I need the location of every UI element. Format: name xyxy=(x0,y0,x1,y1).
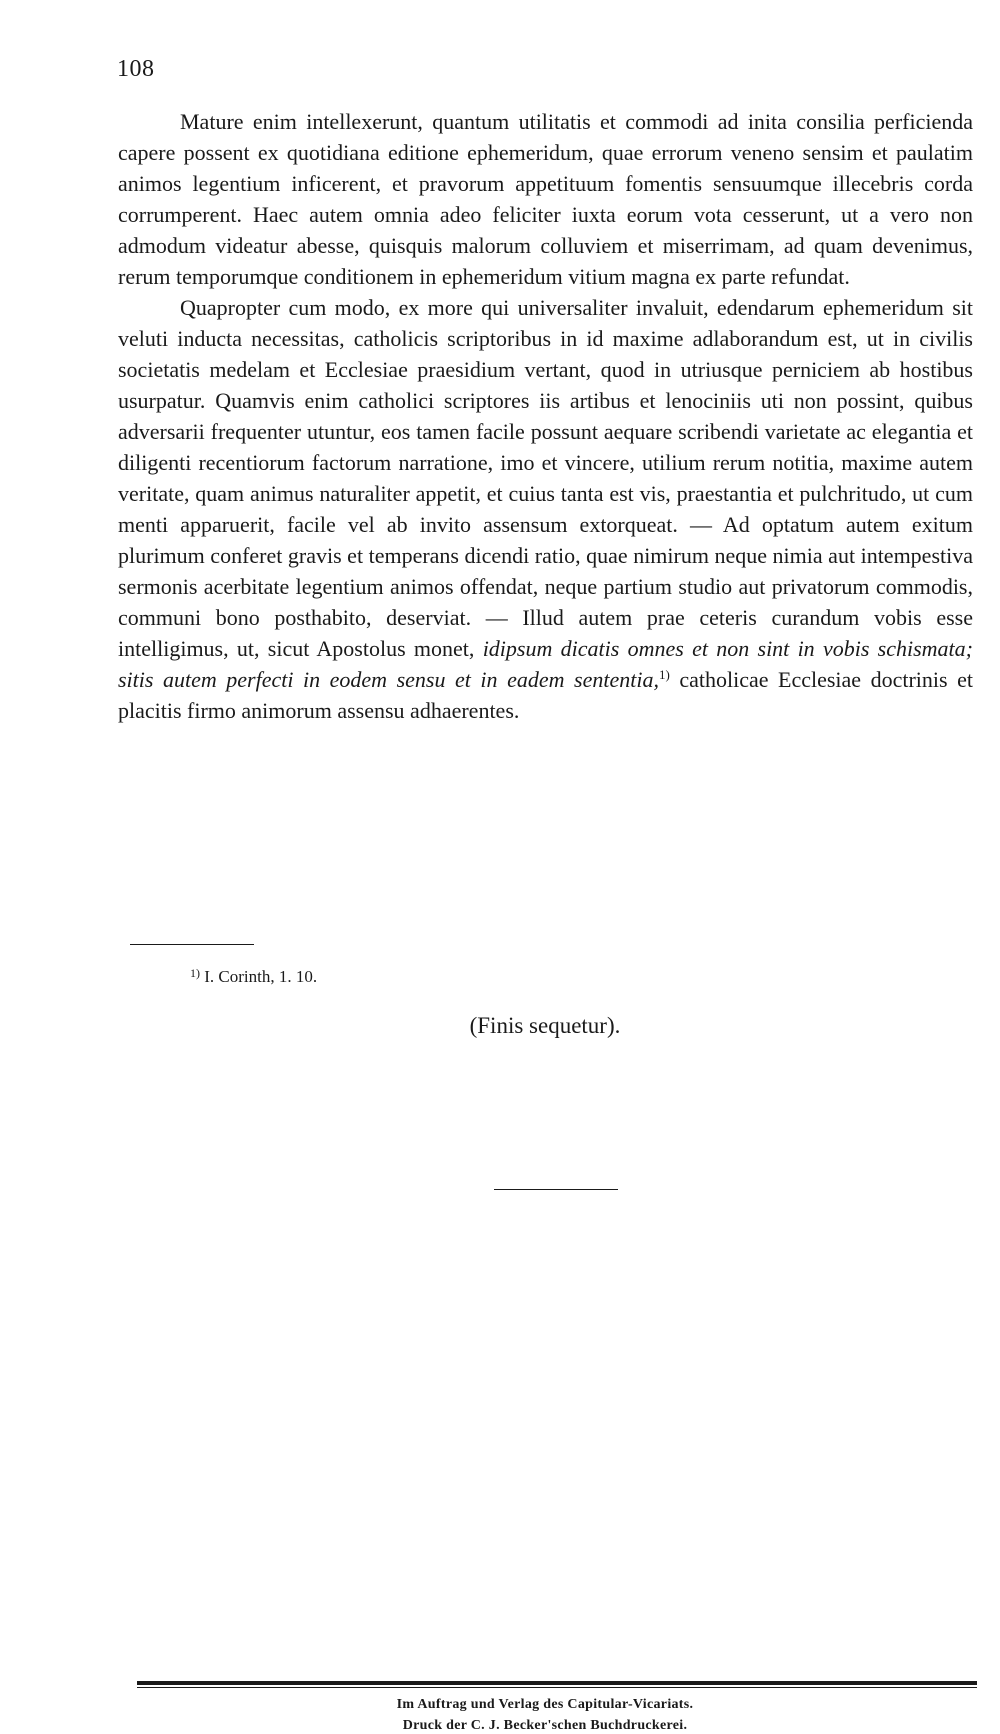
body-text xyxy=(118,106,973,726)
imprint-line-1: Im Auftrag und Verlag des Capitular-Vicariats. xyxy=(396,1697,694,1712)
footnote xyxy=(190,966,317,988)
footnote-rule xyxy=(130,944,254,945)
paragraph-1-line: consilia perficienda capere possent ex quotidiana editione ephemeridum, xyxy=(118,109,973,165)
paragraph-1-line: ad quam devenimus, rerum temporumque conditionem in ephemeridum xyxy=(118,233,974,289)
paragraph-2-text: Quapropter cum modo, ex more qui universaliter invaluit, edendarum ephemeridum sit veluti inducta necessitas, catholicis scriptoribus in id maxime adlaborandum est, ut in civilis societatis medelam et Ecclesiae praesidium vertant, quod in utriusque perniciem ab hostibus usurpatur. Quamvis enim catholici scriptores iis artibus et lenociniis uti non possint, quibus adversarii frequenter utuntur, eos tamen facile possunt aequare scribendi varietate ac elegantia et diligenti recentiorum factorum narratione, imo et vincere, utilium rerum notitia, maxime autem veritate, quam animus naturaliter appetit, et cuius tanta est vis, praestantia et pulchritudo, ut cum menti apparuerit, facile vel ab invito assensum extorqueat. — Ad optatum autem exitum plurimum conferet gravis et temperans dicendi ratio, quae nimirum neque nimia aut intempestiva sermonis acerbitate legentium animos offendat, neque partium studio aut privatorum commodis, communi bono posthabito, deserviat. — Illud autem prae ceteris curandum vobis esse intelligimus, ut, sicut Apostolus monet, xyxy=(118,295,973,661)
paragraph-1-line: Haec autem omnia adeo feliciter iuxta eorum vota cesserunt, ut a vero xyxy=(252,202,930,227)
paragraph-1-line: non admodum videatur abesse, quisquis malorum colluviem et miserrimam, xyxy=(118,202,973,258)
paragraph-2 xyxy=(118,292,973,726)
footnote-reference[interactable]: 1) xyxy=(658,667,670,682)
paragraph-1-line: pravorum appetituum fomentis sensuumque illecebris corda corrumperent. xyxy=(118,171,973,227)
footnote-marker: 1) xyxy=(190,966,200,980)
paragraph-1 xyxy=(118,106,973,292)
imprint-line-2: Druck der C. J. Becker'schen Buchdruckerei. xyxy=(402,1718,688,1733)
closing-note: (Finis sequetur). xyxy=(469,1013,621,1038)
center-rule xyxy=(494,1189,618,1190)
paragraph-2-text-end: catholicae Ecclesiae doctrinis et placitis firmo animorum assensu adhaerentes. xyxy=(118,667,973,723)
page-number: 108 xyxy=(117,56,155,82)
paragraph-1-line: vitium magna ex parte refundat. xyxy=(568,264,850,289)
paragraph-1-line: Mature enim intellexerunt, quantum utilitatis et commodi ad inita xyxy=(180,109,787,134)
paragraph-1-line: quae errorum veneno sensim et paulatim animos legentium inficerent, et xyxy=(118,140,974,196)
imprint-rule xyxy=(137,1681,977,1688)
footnote-text: I. Corinth, 1. 10. xyxy=(204,967,318,986)
scripture-quote: idipsum dicatis omnes et non sint in vobis schismata; sitis autem perfecti in eodem sensu et in eadem sententia, xyxy=(118,636,973,692)
